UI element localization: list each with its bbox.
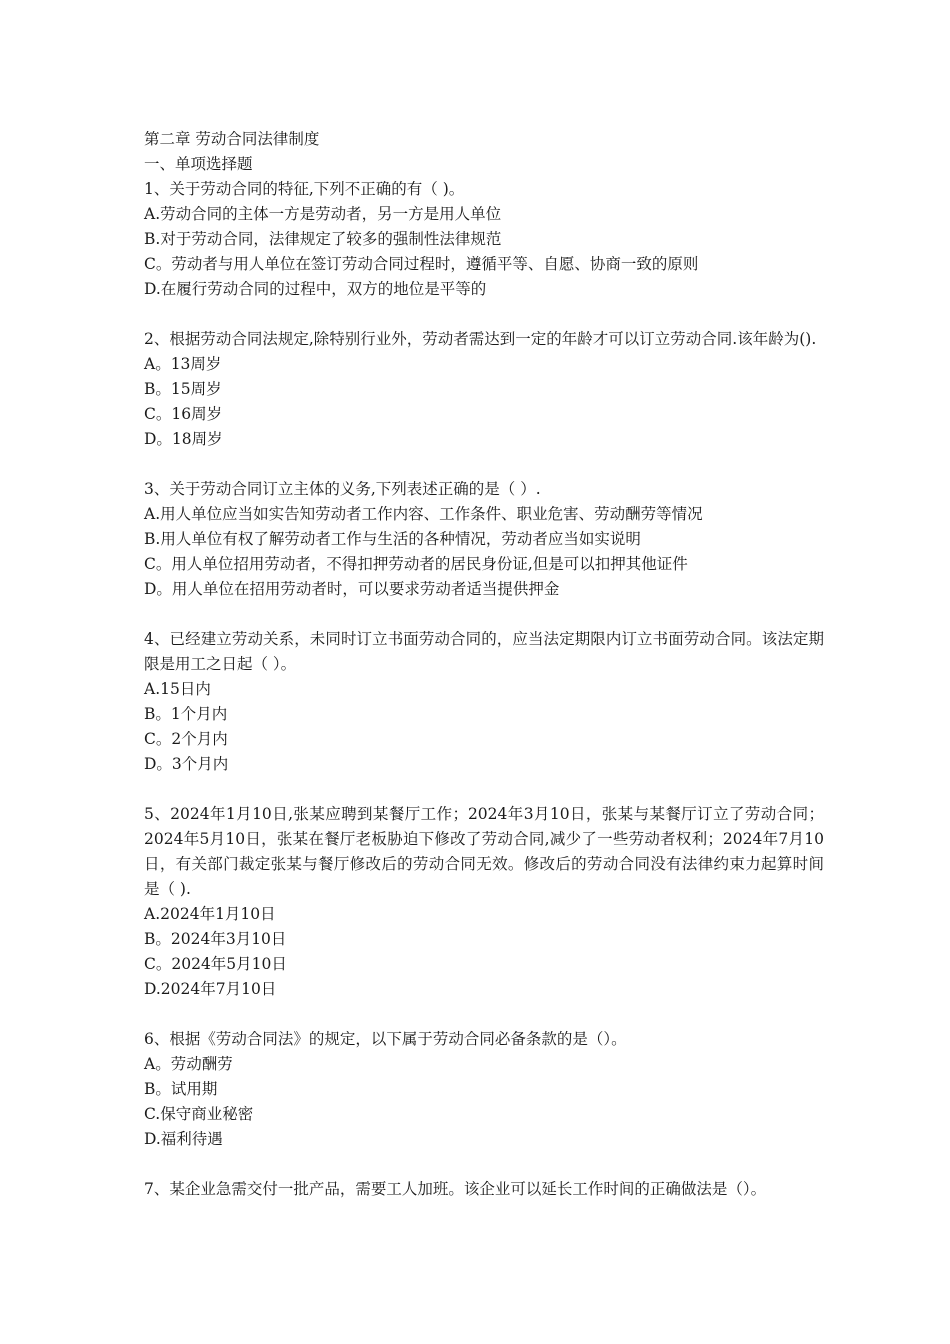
question-stem: 1、关于劳动合同的特征,下列不正确的有（ )。 [144,180,465,198]
option-d: D.2024年7月10日 [144,980,277,998]
question-stem: 3、关于劳动合同订立主体的义务,下列表述正确的是（ ）. [144,480,541,498]
option-d: D.福利待遇 [144,1130,223,1148]
paragraph-gap [144,777,824,802]
question-4 [144,627,824,777]
option-c: C。2024年5月10日 [144,955,287,973]
option-c: C.保守商业秘密 [144,1105,254,1123]
document-body [144,127,824,1202]
option-b: B.对于劳动合同，法律规定了较多的强制性法律规范 [144,230,502,248]
question-2 [144,327,824,452]
paragraph-gap [144,602,824,627]
question-6 [144,1027,824,1152]
question-stem: 5、2024年1月10日,张某应聘到某餐厅工作；2024年3月10日，张某与某餐厅订立了劳动合同；2024年5月10日，张某在餐厅老板胁迫下修改了劳动合同,减少了一些劳动者权利；2024年7月10日，有关部门裁定张某与餐厅修改后的劳动合同无效。修改后的劳动合同没有法律约束力起算时间是（ ). [144,805,824,898]
question-3 [144,477,824,602]
option-a: A.15日内 [144,680,211,698]
paragraph-gap [144,452,824,477]
question-7 [144,1177,824,1202]
option-b: B.用人单位有权了解劳动者工作与生活的各种情况，劳动者应当如实说明 [144,530,641,548]
paragraph-gap [144,1002,824,1027]
option-b: B。2024年3月10日 [144,930,287,948]
option-d: D。用人单位在招用劳动者时，可以要求劳动者适当提供押金 [144,580,560,598]
option-b: B。15周岁 [144,380,222,398]
question-stem: 2、根据劳动合同法规定,除特别行业外，劳动者需达到一定的年龄才可以订立劳动合同.该年龄为(). [144,330,817,348]
section-title: 一、单项选择题 [144,155,253,173]
question-stem: 7、某企业急需交付一批产品，需要工人加班。该企业可以延长工作时间的正确做法是（）。 [144,1180,767,1198]
question-stem: 6、根据《劳动合同法》的规定，以下属于劳动合同必备条款的是（）。 [144,1030,627,1048]
option-a: A。13周岁 [144,355,222,373]
question-5 [144,802,824,1002]
option-a: A。劳动酬劳 [144,1055,233,1073]
option-d: D.在履行劳动合同的过程中，双方的地位是平等的 [144,280,487,298]
option-c: C。劳动者与用人单位在签订劳动合同过程时，遵循平等、自愿、协商一致的原则 [144,255,699,273]
option-a: A.劳动合同的主体一方是劳动者，另一方是用人单位 [144,205,502,223]
question-stem: 4、已经建立劳动关系，未同时订立书面劳动合同的，应当法定期限内订立书面劳动合同。该法定期限是用工之日起（ ）。 [144,630,824,673]
option-d: D。18周岁 [144,430,223,448]
option-c: C。2个月内 [144,730,228,748]
option-a: A.2024年1月10日 [144,905,276,923]
question-1 [144,177,824,302]
option-c: C。16周岁 [144,405,223,423]
option-d: D。3个月内 [144,755,229,773]
paragraph-gap [144,1152,824,1177]
option-b: B。试用期 [144,1080,218,1098]
paragraph-gap [144,302,824,327]
chapter-title: 第二章 劳动合同法律制度 [144,130,320,148]
option-a: A.用人单位应当如实告知劳动者工作内容、工作条件、职业危害、劳动酬劳等情况 [144,505,703,523]
option-c: C。用人单位招用劳动者，不得扣押劳动者的居民身份证,但是可以扣押其他证件 [144,555,688,573]
option-b: B。1个月内 [144,705,228,723]
